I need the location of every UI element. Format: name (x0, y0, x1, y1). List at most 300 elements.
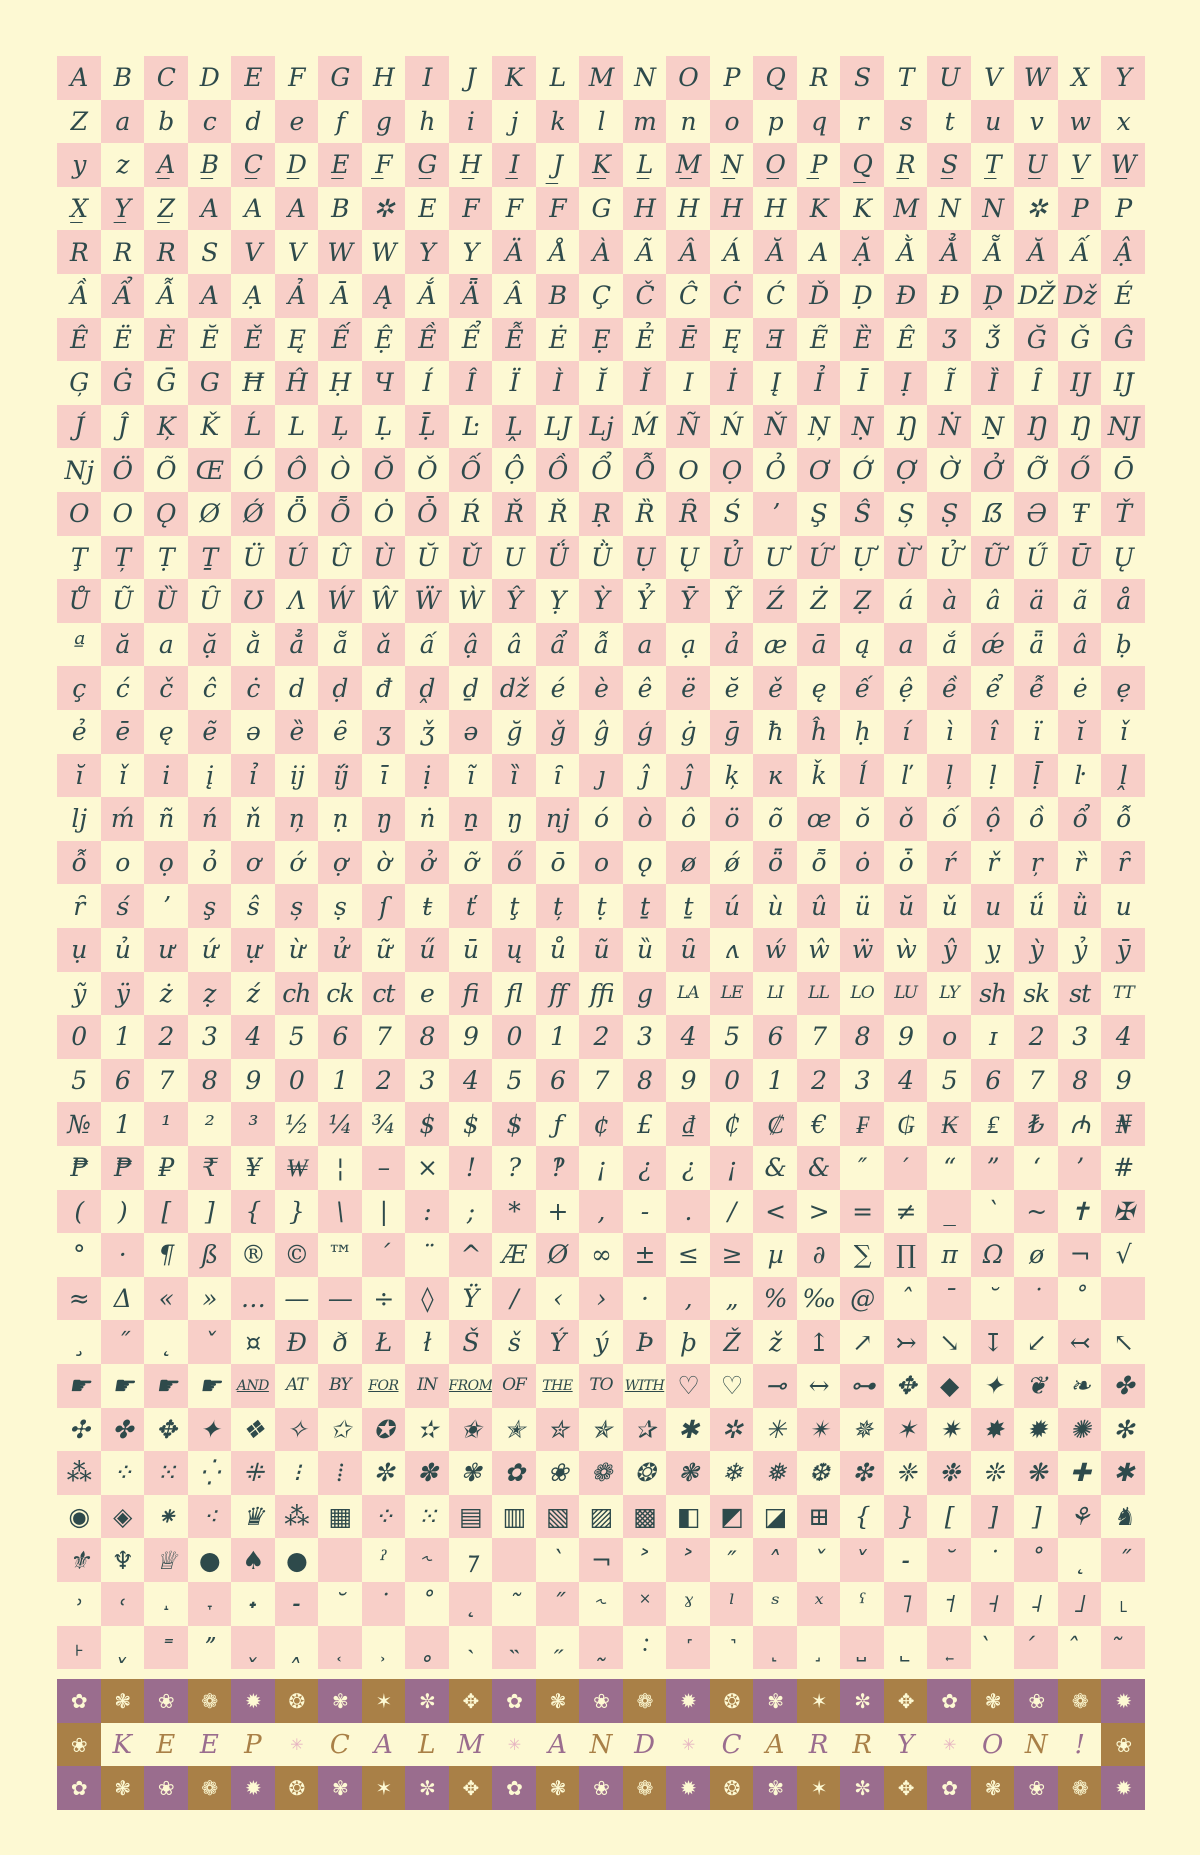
glyph-cell: Δ (101, 1277, 145, 1321)
glyph-cell: ệ (884, 666, 928, 710)
glyph-cell: Ĵ (101, 405, 145, 449)
glyph-cell: ˤ (840, 1582, 884, 1626)
glyph-cell: D̲ (275, 143, 319, 187)
ornament-cell: ❀ (579, 1766, 623, 1810)
glyph-cell: m (623, 100, 667, 144)
message-letter: K (101, 1723, 145, 1767)
glyph-cell: W (318, 230, 362, 274)
message-separator: ✳ (666, 1723, 710, 1767)
glyph-cell: ǫ (623, 841, 667, 885)
glyph-cell: Á (710, 230, 754, 274)
glyph-cell: ▦ (318, 1495, 362, 1539)
glyph-cell: ờ (362, 841, 406, 885)
glyph-cell: Ḿ (623, 405, 667, 449)
glyph-cell: ] (1014, 1495, 1058, 1539)
glyph-cell: V (971, 56, 1015, 100)
glyph-cell: Ţ (57, 536, 101, 580)
glyph-cell: ớ (275, 841, 319, 885)
glyph-cell: Ǒ (405, 448, 449, 492)
glyph-cell: « (144, 1277, 188, 1321)
glyph-cell: Ā (318, 274, 362, 318)
glyph-cell: Ǆ (1014, 274, 1058, 318)
glyph-cell: FROM (449, 1364, 493, 1408)
glyph-cell: Ǘ (536, 536, 580, 580)
ornament-cell: ✹ (231, 1679, 275, 1723)
glyph-cell: ∑ (840, 1233, 884, 1277)
glyph-cell: Ĳ (1058, 361, 1102, 405)
glyph-cell: ¦ (318, 1146, 362, 1190)
glyph-cell: Ã (623, 230, 667, 274)
glyph-cell: ✮ (536, 1408, 580, 1452)
glyph-cell: ˥ (884, 1582, 928, 1626)
glyph-cell: ˖ (231, 1582, 275, 1626)
glyph-cell: 8 (405, 1015, 449, 1059)
message-separator: ✳ (275, 1723, 319, 1767)
glyph-cell: ŗ (1014, 841, 1058, 885)
glyph-cell: # (1101, 1146, 1145, 1190)
glyph-cell: ☛ (101, 1364, 145, 1408)
glyph-cell: ô (666, 797, 710, 841)
glyph-cell: ụ (57, 928, 101, 972)
glyph-cell: p (753, 100, 797, 144)
glyph-cell: Š (449, 1320, 493, 1364)
glyph-cell: ǌ (536, 797, 580, 841)
glyph-cell: [ (927, 1495, 971, 1539)
glyph-cell: ✤ (1101, 1364, 1145, 1408)
glyph-cell: ỏ (188, 841, 232, 885)
glyph-cell: ˬ (101, 1626, 145, 1670)
glyph-cell: ĩ (449, 754, 493, 798)
ornament-cell: ❁ (623, 1766, 667, 1810)
glyph-cell: BY (318, 1364, 362, 1408)
glyph-cell: M̲ (666, 143, 710, 187)
glyph-cell: ≥ (710, 1233, 754, 1277)
glyph-cell: V (231, 230, 275, 274)
glyph-cell: Ü (231, 536, 275, 580)
glyph-cell: ỹ (57, 972, 101, 1016)
glyph-cell: Ȕ (144, 579, 188, 623)
glyph-cell: À (579, 230, 623, 274)
glyph-cell: ✱ (666, 1408, 710, 1452)
glyph-cell: ỉ (231, 754, 275, 798)
glyph-cell: â (1058, 623, 1102, 667)
glyph-cell: ⚘ (1058, 1495, 1102, 1539)
glyph-cell: Í (405, 361, 449, 405)
glyph-cell: ❊ (971, 1451, 1015, 1495)
glyph-cell: » (188, 1277, 232, 1321)
glyph-cell: Ī (840, 361, 884, 405)
glyph-cell: Q̲ (840, 143, 884, 187)
glyph-cell: ◈ (101, 1495, 145, 1539)
ornament-cell: ❀ (1014, 1766, 1058, 1810)
glyph-cell: Ǫ (144, 492, 188, 536)
glyph-cell: ˱ (318, 1626, 362, 1670)
glyph-cell: Ȭ (318, 492, 362, 536)
glyph-cell: ÿ (101, 972, 145, 1016)
glyph-cell: z (101, 143, 145, 187)
glyph-cell: ĥ (797, 710, 841, 754)
glyph-cell: ȋ (536, 754, 580, 798)
glyph-cell: Ř (492, 492, 536, 536)
glyph-cell: û (797, 884, 841, 928)
glyph-cell: ˗ (275, 1582, 319, 1626)
glyph-cell: ⚜ (57, 1538, 101, 1582)
glyph-cell: ō (536, 841, 580, 885)
glyph-cell: ₱ (57, 1146, 101, 1190)
glyph-cell: ¯ (927, 1277, 971, 1321)
ornament-cell: ✹ (231, 1766, 275, 1810)
ornament-cell: ❃ (971, 1679, 1015, 1723)
glyph-cell: ⊞ (797, 1495, 841, 1539)
glyph-cell: Ē (666, 318, 710, 362)
glyph-cell: LL (797, 972, 841, 1016)
glyph-cell: Õ (144, 448, 188, 492)
glyph-cell: Ṭ (144, 536, 188, 580)
glyph-cell: ǿ (710, 841, 754, 885)
glyph-cell: ḿ (101, 797, 145, 841)
glyph-cell: ǆ (492, 666, 536, 710)
glyph-cell: ‘ (1014, 1146, 1058, 1190)
glyph-cell: Ļ (318, 405, 362, 449)
glyph-cell: ṣ (318, 884, 362, 928)
glyph-cell: Ū (1058, 536, 1102, 580)
glyph-cell: Ģ (57, 361, 101, 405)
ornament-cell: ❀ (57, 1723, 101, 1767)
glyph-cell: ˠ (666, 1582, 710, 1626)
message-letter: C (318, 1723, 362, 1767)
glyph-cell: ﬃ (579, 972, 623, 1016)
glyph-cell: ″ (840, 1146, 884, 1190)
message-letter: A (536, 1723, 580, 1767)
glyph-cell: ˡ (710, 1582, 754, 1626)
glyph-cell: ✴ (797, 1408, 841, 1452)
glyph-cell: ⁂ (275, 1495, 319, 1539)
ornament-cell: ❃ (101, 1766, 145, 1810)
glyph-cell: Y̲ (101, 187, 145, 231)
glyph-cell: Ñ (666, 405, 710, 449)
glyph-cell: { (840, 1495, 884, 1539)
glyph-cell: Ể (449, 318, 493, 362)
glyph-cell: j (492, 100, 536, 144)
glyph-cell: Ĳ́ (1101, 361, 1145, 405)
glyph-cell: Ȓ (666, 492, 710, 536)
glyph-cell: ↧ (971, 1320, 1015, 1364)
glyph-cell: . (666, 1190, 710, 1234)
glyph-cell: ó (579, 797, 623, 841)
glyph-cell: 5 (927, 1059, 971, 1103)
glyph-cell: Ũ (101, 579, 145, 623)
glyph-cell: ỡ (449, 841, 493, 885)
glyph-cell: ] (971, 1495, 1015, 1539)
glyph-cell: e (275, 100, 319, 144)
glyph-cell: ↢ (1058, 1320, 1102, 1364)
glyph-cell: _ (927, 1190, 971, 1234)
glyph-cell: ₭ (927, 1102, 971, 1146)
glyph-cell: Ț (101, 536, 145, 580)
glyph-cell: ä (1014, 579, 1058, 623)
glyph-cell: 3 (623, 1015, 667, 1059)
glyph-cell: % (753, 1277, 797, 1321)
glyph-cell: ▤ (449, 1495, 493, 1539)
ornament-cell: ✿ (492, 1766, 536, 1810)
glyph-cell: L (536, 56, 580, 100)
glyph-cell: ǽ (971, 623, 1015, 667)
glyph-cell: Đ (884, 274, 928, 318)
ornament-cell: ✼ (405, 1766, 449, 1810)
glyph-cell: F (275, 56, 319, 100)
glyph-cell: J́ (57, 405, 101, 449)
glyph-cell: ✦ (188, 1408, 232, 1452)
glyph-cell: ¹ (144, 1102, 188, 1146)
glyph-cell: 5 (275, 1015, 319, 1059)
glyph-cell: – (362, 1146, 406, 1190)
ornament-cell: ✹ (666, 1766, 710, 1810)
glyph-cell: ș (275, 884, 319, 928)
glyph-cell: LO (840, 972, 884, 1016)
glyph-cell: e (405, 972, 449, 1016)
glyph-cell: 8 (840, 1015, 884, 1059)
glyph-cell: ^ (449, 1233, 493, 1277)
glyph-cell: N̲ (710, 143, 754, 187)
glyph-cell (1058, 1626, 1102, 1670)
glyph-cell: Ȗ (188, 579, 232, 623)
glyph-cell: Ÿ (449, 1277, 493, 1321)
glyph-cell: Ǜ (579, 536, 623, 580)
glyph-cell: ĉ (188, 666, 232, 710)
glyph-cell: E (231, 56, 275, 100)
glyph-cell: ₵ (710, 1102, 754, 1146)
glyph-cell: D (188, 56, 232, 100)
glyph-cell: Ȋ (1014, 361, 1058, 405)
glyph-cell: ˀ (362, 1538, 406, 1582)
glyph-cell: ch (275, 972, 319, 1016)
ornament-cell: ❃ (971, 1766, 1015, 1810)
glyph-cell: Ỷ (623, 579, 667, 623)
glyph-cell: 6 (536, 1059, 580, 1103)
glyph-cell: 9 (231, 1059, 275, 1103)
glyph-cell: IN (405, 1364, 449, 1408)
glyph-cell: K (797, 187, 841, 231)
glyph-cell: i (449, 100, 493, 144)
glyph-cell: 2 (144, 1015, 188, 1059)
glyph-cell: ỷ (1058, 928, 1102, 972)
glyph-cell: R (797, 56, 841, 100)
glyph-cell: × (405, 1146, 449, 1190)
glyph-cell: ′ (884, 1146, 928, 1190)
glyph-cell: Ả (275, 274, 319, 318)
glyph-cell: ‽ (536, 1146, 580, 1190)
glyph-cell: ● (188, 1538, 232, 1582)
ornament-cell: ❃ (101, 1679, 145, 1723)
glyph-cell: Ừ (884, 536, 928, 580)
glyph-cell: Y (405, 230, 449, 274)
glyph-cell: H (710, 187, 754, 231)
glyph-cell: ˽ (840, 1626, 884, 1670)
glyph-cell: Ď (797, 274, 841, 318)
glyph-cell: ≈ (57, 1277, 101, 1321)
glyph-cell: ē (101, 710, 145, 754)
glyph-cell: Ế (318, 318, 362, 362)
glyph-cell: ļ (927, 754, 971, 798)
glyph-cell: < (753, 1190, 797, 1234)
glyph-cell: 8 (188, 1059, 232, 1103)
glyph-cell: ✣ (57, 1408, 101, 1452)
glyph-cell: Y (1101, 56, 1145, 100)
glyph-cell: ◉ (57, 1495, 101, 1539)
glyph-cell: Ŧ (1058, 492, 1102, 536)
glyph-cell: Æ (492, 1233, 536, 1277)
glyph-cell: ” (971, 1146, 1015, 1190)
glyph-cell: Ḹ (405, 405, 449, 449)
glyph-cell: Ỳ (579, 579, 623, 623)
glyph-cell: N (971, 187, 1015, 231)
glyph-cell: Ŝ (840, 492, 884, 536)
glyph-cell: ≠ (884, 1190, 928, 1234)
glyph-cell: ỗ (1101, 797, 1145, 841)
glyph-cell: ˚ (1014, 1538, 1058, 1582)
glyph-cell: ✵ (840, 1408, 884, 1452)
glyph-cell: Ố (449, 448, 493, 492)
glyph-cell: ˘ (971, 1277, 1015, 1321)
glyph-cell (492, 1538, 536, 1582)
glyph-cell: ] (188, 1190, 232, 1234)
glyph-cell: A (188, 274, 232, 318)
glyph-cell: ǐ (1101, 710, 1145, 754)
glyph-cell: Ǝ (753, 318, 797, 362)
glyph-specimen-poster (57, 56, 1145, 1800)
glyph-cell: Ě (231, 318, 275, 362)
glyph-cell: G (579, 187, 623, 231)
glyph-cell: / (710, 1190, 754, 1234)
glyph-cell: Ų (666, 536, 710, 580)
glyph-cell: ’ (1058, 1146, 1102, 1190)
glyph-cell: Ự (840, 536, 884, 580)
glyph-cell: ǧ (536, 710, 580, 754)
glyph-cell: ặ (188, 623, 232, 667)
glyph-cell: é (536, 666, 580, 710)
glyph-cell: ḷ (971, 754, 1015, 798)
glyph-cell: Ǩ (188, 405, 232, 449)
glyph-cell: ⁕ (144, 1495, 188, 1539)
glyph-cell: Y (449, 230, 493, 274)
glyph-cell: Ǌ (1101, 405, 1145, 449)
glyph-cell: ¼ (318, 1102, 362, 1146)
glyph-cell: ỵ (971, 928, 1015, 972)
ornament-cell: ✿ (927, 1766, 971, 1810)
ornament-cell: ✼ (840, 1679, 884, 1723)
glyph-cell: Ĉ (666, 274, 710, 318)
glyph-cell: › (579, 1277, 623, 1321)
glyph-cell: ♕ (144, 1538, 188, 1582)
glyph-cell: ⁘ (101, 1451, 145, 1495)
glyph-cell: ✾ (449, 1451, 493, 1495)
glyph-cell: N (927, 187, 971, 231)
glyph-cell: Ŋ (1058, 405, 1102, 449)
glyph-cell: ✧ (275, 1408, 319, 1452)
glyph-cell: o (101, 841, 145, 885)
glyph-cell: ị (405, 754, 449, 798)
glyph-cell: · (101, 1233, 145, 1277)
glyph-cell: ) (101, 1190, 145, 1234)
glyph-cell: Ḷ (362, 405, 406, 449)
glyph-cell: ˲ (362, 1626, 406, 1670)
glyph-cell: ˷ (579, 1626, 623, 1670)
glyph-cell: µ (753, 1233, 797, 1277)
glyph-cell: 7 (797, 1015, 841, 1059)
glyph-cell: ĺ (840, 754, 884, 798)
glyph-cell: a (884, 623, 928, 667)
glyph-cell: ẩ (536, 623, 580, 667)
glyph-cell: Ł (362, 1320, 406, 1364)
glyph-cell: č (144, 666, 188, 710)
glyph-cell: Ẓ (840, 579, 884, 623)
glyph-cell: ĸ (753, 754, 797, 798)
glyph-cell: M (884, 187, 928, 231)
glyph-cell: ə (449, 710, 493, 754)
glyph-cell: $ (449, 1102, 493, 1146)
glyph-cell: Ǿ (231, 492, 275, 536)
glyph-cell: ồ (1014, 797, 1058, 841)
glyph-cell: ˘ (318, 1582, 362, 1626)
glyph-cell: ˛ (449, 1582, 493, 1626)
glyph-cell: Ờ (927, 448, 971, 492)
glyph-cell: ‹ (536, 1277, 580, 1321)
glyph-cell: Ω (971, 1233, 1015, 1277)
glyph-cell: Ŋ (884, 405, 928, 449)
glyph-cell: ń (188, 797, 232, 841)
glyph-cell: 0 (710, 1059, 754, 1103)
glyph-cell: ṅ (405, 797, 449, 841)
glyph-cell: W (362, 230, 406, 274)
glyph-cell: ❇ (840, 1451, 884, 1495)
glyph-cell: ˛ (1058, 1538, 1102, 1582)
glyph-cell: ❉ (927, 1451, 971, 1495)
glyph-cell: Ê (884, 318, 928, 362)
glyph-cell: Ỏ (753, 448, 797, 492)
glyph-cell: B (536, 274, 580, 318)
glyph-cell: ò (623, 797, 667, 841)
glyph-cell: ✦ (971, 1364, 1015, 1408)
ornament-cell: ✹ (1101, 1679, 1145, 1723)
glyph-cell: ų (492, 928, 536, 972)
glyph-cell: İ (710, 361, 754, 405)
glyph-cell: ẅ (840, 928, 884, 972)
glyph-cell: ĳ́ (318, 754, 362, 798)
ornament-cell: ✿ (927, 1679, 971, 1723)
ornament-cell: ❀ (1101, 1723, 1145, 1767)
glyph-cell: É (1101, 274, 1145, 318)
glyph-cell: ﬁ (449, 972, 493, 1016)
glyph-cell: ♆ (101, 1538, 145, 1582)
glyph-cell: v (1014, 100, 1058, 144)
glyph-cell: ṯ (623, 884, 667, 928)
glyph-cell: ∂ (797, 1233, 841, 1277)
glyph-cell: P (710, 56, 754, 100)
glyph-cell: ć (101, 666, 145, 710)
glyph-cell: ↙ (1014, 1320, 1058, 1364)
glyph-cell: ⁜ (231, 1451, 275, 1495)
glyph-cell: Ĭ (579, 361, 623, 405)
glyph-cell: W (1014, 56, 1058, 100)
glyph-cell: ł (405, 1320, 449, 1364)
glyph-cell: — (318, 1277, 362, 1321)
glyph-cell: t (927, 100, 971, 144)
ornament-cell: ✹ (666, 1679, 710, 1723)
glyph-cell: ả (710, 623, 754, 667)
glyph-cell: ˝ (536, 1582, 580, 1626)
glyph-cell: Ę (710, 318, 754, 362)
glyph-cell: ❦ (1014, 1364, 1058, 1408)
